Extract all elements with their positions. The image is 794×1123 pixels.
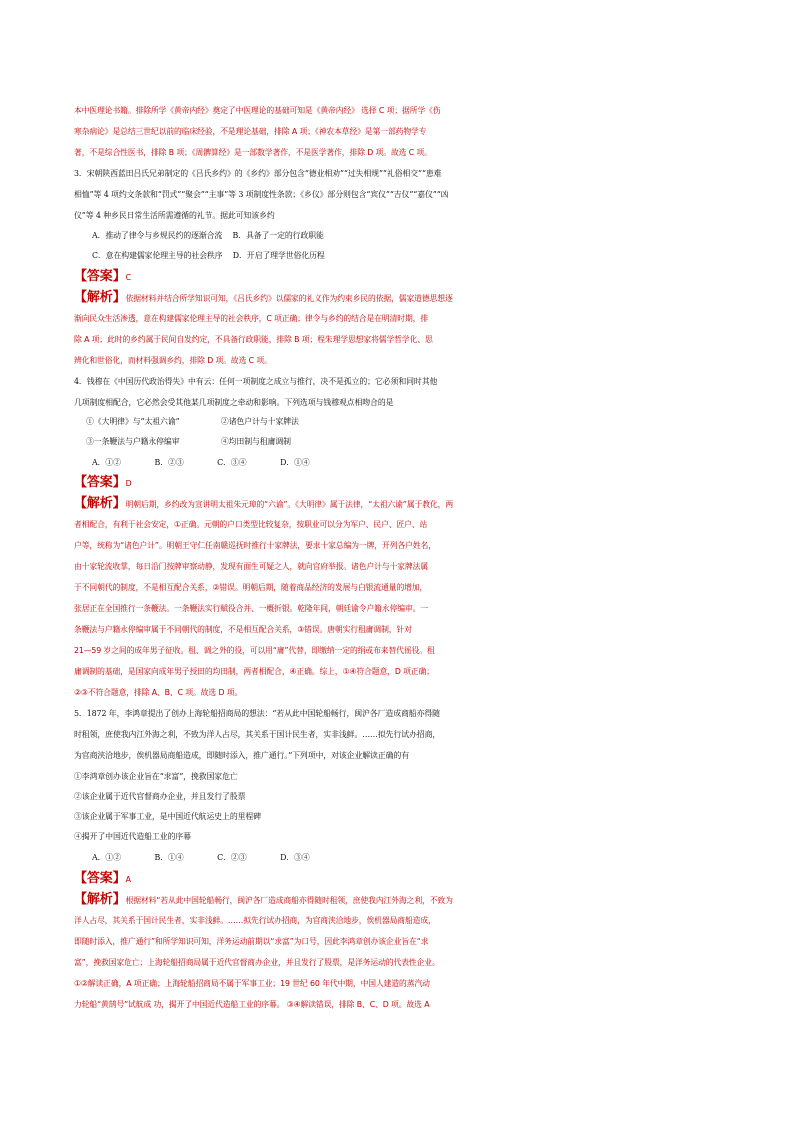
- q5-item: ③该企业属于军事工业，是中国近代航运史上的里程碑: [74, 812, 261, 821]
- answer-value: A: [125, 875, 131, 884]
- q4-analysis-line: 户等，统称为“诸色户计”。明朝王守仁任南赣巡抚时推行十家牌法，要求十家总编为一牌，开列各户姓名，: [74, 541, 436, 550]
- q4-analysis-line: 由十家轮流收掌，每日沿门按牌审察动静，发现有面生可疑之人，就向官府举报。诸色户计与十家牌法属: [74, 562, 429, 571]
- q5-item: ①李鸿章创办该企业旨在“求富”，挽救国家危亡: [74, 772, 238, 781]
- prev-analysis-line: 本中医理论书籍。排除所学《黄帝内经》奠定了中医理论的基础可知是《黄帝内经》 选择 C 项；据所学《伤: [74, 106, 441, 115]
- q4-options: A．①② B．②③ C．③④ D．①④: [92, 458, 310, 467]
- q4-analysis-line: 21—59 岁之间的成年男子征收。租、调之外的役，可以用“庸”代替，即缴纳一定的绢或布来替代徭役。租: [74, 646, 435, 655]
- q5-stem: 5．1872 年，李鸿章提出了创办上海轮船招商局的想法：“若从此中国轮船畅行，闽沪各厂造成商船亦得随: [74, 709, 440, 718]
- q5-answer: [74, 869, 730, 889]
- q5-analysis-line: 即随时添入，推广通行”和所学知识可知，洋务运动前期以“求富”为口号，因此李鸿章创办该企业旨在“求: [74, 937, 429, 946]
- q5-item: ②该企业属于近代官督商办企业，并且发行了股票: [74, 792, 246, 801]
- q5-analysis-line: 力轮船“黄鹄号”试航成 功，揭开了中国近代造船工业的序幕。 ③④解读错误，排除 B、C、D 项。故选 A: [74, 1000, 430, 1009]
- q3-answer: [74, 267, 730, 287]
- q3-analysis-line: 渐向民众生活渗透，意在构建儒家伦理主导的社会秩序，C 项正确；律令与乡约的结合是在明清时期，排: [74, 314, 429, 323]
- q5-analysis-line: 洋人占尽，其关系于国计民生者，实非浅鲜。……拟先行试办招商，为官商浃洽地步，俟机器局商船造成，: [74, 916, 436, 925]
- q5-stem: 时租领，庶使我内江外海之利，不致为洋人占尽，其关系于国计民生者，实非浅鲜。……拟先行试办招商，: [74, 730, 441, 739]
- analysis-tag: 【解析】: [74, 496, 126, 511]
- q4-stem: 几项制度相配合，它必然会受其他某几项制度之牵动和影响。下列选项与钱穆观点相吻合的是: [74, 398, 394, 407]
- q4-analysis: [74, 494, 730, 514]
- q3-option-row: A．推动了律令与乡规民约的逐渐合流 B．具备了一定的行政职能: [92, 231, 324, 240]
- q4-stem: 4．钱穆在《中国历代政治得失》中有云：任何一项制度之成立与推行，决不是孤立的；它必须和同时其他: [74, 377, 438, 386]
- prev-analysis-line: 著，不是综合性医书，排除 B 项；《周髀算经》是一部数学著作，不是医学著作，排除 D 项。故选 C 项。: [74, 148, 432, 157]
- analysis-text: 根据材料“若从此中国轮船畅行，闽沪各厂造成商船亦得随时租领，庶使我内江外海之利，不致为: [125, 896, 453, 905]
- q4-analysis-line: 张居正在全国推行一条鞭法。一条鞭法实行赋役合并、一概折银。乾隆年间，朝廷谕令户籍永停编审。一: [74, 604, 429, 613]
- q3-analysis-line: 辨化和世俗化，而材料强调乡约，排除 D 项。故选 C 项。: [74, 356, 272, 365]
- answer-value: C: [125, 273, 131, 282]
- answer-tag: 【答案】: [74, 871, 126, 886]
- prev-analysis-line: 寒杂病论》是总结三世纪以前的临床经验，不是理论基础，排除 A 项；《神农本草经》是第一部药物学专: [74, 127, 427, 136]
- q5-options: A．①② B．①④ C．②③ D．③④: [92, 853, 310, 862]
- analysis-tag: 【解析】: [74, 290, 126, 305]
- answer-tag: 【答案】: [74, 269, 126, 284]
- q3-stem: 3．宋朝陕西蓝田吕氏兄弟制定的《吕氏乡约》的《乡约》部分包含“德业相劝”“过失相规”“礼俗相交”“患难: [74, 169, 442, 178]
- q4-analysis-line: ②③不符合题意，排除 A、B、C 项。故选 D 项。: [74, 688, 243, 697]
- q5-stem: 为官商浃洽地步，俟机器局商船造成，即随时添入，推广通行。”下列项中，对该企业解读正确的有: [74, 751, 409, 760]
- q4-item-row: ③一条鞭法与户籍永停编审 ④均田制与租庸调制: [86, 437, 291, 446]
- analysis-text: 依据材料并结合所学知识可知，《吕氏乡约》以儒家的礼义作为约束乡民的依据，儒家道德思想逐: [125, 294, 453, 303]
- q3-analysis-line: 除 A 项；此时的乡约属于民间自发约定，不具备行政职能，排除 B 项；程朱理学思想家将儒学哲学化、思: [74, 335, 433, 344]
- q5-analysis-line: 富”，挽救国家危亡；上海轮船招商局属于近代官督商办企业，并且发行了股票，是洋务运动的代表性企业。: [74, 958, 440, 967]
- q4-analysis-line: 于不同朝代的制度，不是相互配合关系，②错误。明朝后期，随着商品经济的发展与白银流通量的增加，: [74, 583, 428, 592]
- q4-analysis-line: 条鞭法与户籍永停编审属于不同朝代的制度，不是相互配合关系，③错误。唐朝实行租庸调制，针对: [74, 625, 412, 634]
- q3-option-row: C．意在构建儒家伦理主导的社会秩序 D．开启了理学世俗化历程: [92, 251, 325, 260]
- q4-analysis-line: 庸调制的基础，是国家向成年男子授田的均田制，两者相配合，④正确。综上，①④符合题意，D 项正确；: [74, 667, 434, 676]
- q5-item: ④揭开了中国近代造船工业的序幕: [74, 832, 191, 841]
- answer-value: D: [125, 479, 132, 488]
- q5-analysis: [74, 890, 730, 910]
- answer-tag: 【答案】: [74, 475, 126, 490]
- q4-analysis-line: 者相配合，有利于社会安定，①正确。元朝的户口类型比较复杂，按职业可以分为军户、民户、匠户、站: [74, 520, 428, 529]
- q3-stem: 仪”等 4 种乡民日常生活所需遵循的礼节。据此可知该乡约: [74, 211, 275, 220]
- analysis-text: 明朝后期，乡约改为宣讲明太祖朱元璋的“六谕”。《大明律》属于法律，“太祖六谕”属于教化，两: [125, 500, 454, 509]
- q5-analysis-line: ①②解读正确，A 项正确；上海轮船招商局不属于军事工业；19 世纪 60 年代中期，中国人建造的蒸汽动: [74, 979, 430, 988]
- q4-item-row: ①《大明律》与“太祖六谕” ②诸色户计与十家牌法: [86, 417, 299, 426]
- q4-answer: [74, 473, 730, 493]
- analysis-tag: 【解析】: [74, 892, 126, 907]
- q3-analysis: [74, 288, 730, 308]
- q3-stem: 相恤”等 4 项约文条款和“罚式”“聚会”“主事”等 3 项制度性条款；《乡仪》部分则包含“宾仪”“吉仪”“嘉仪”“凶: [74, 190, 449, 199]
